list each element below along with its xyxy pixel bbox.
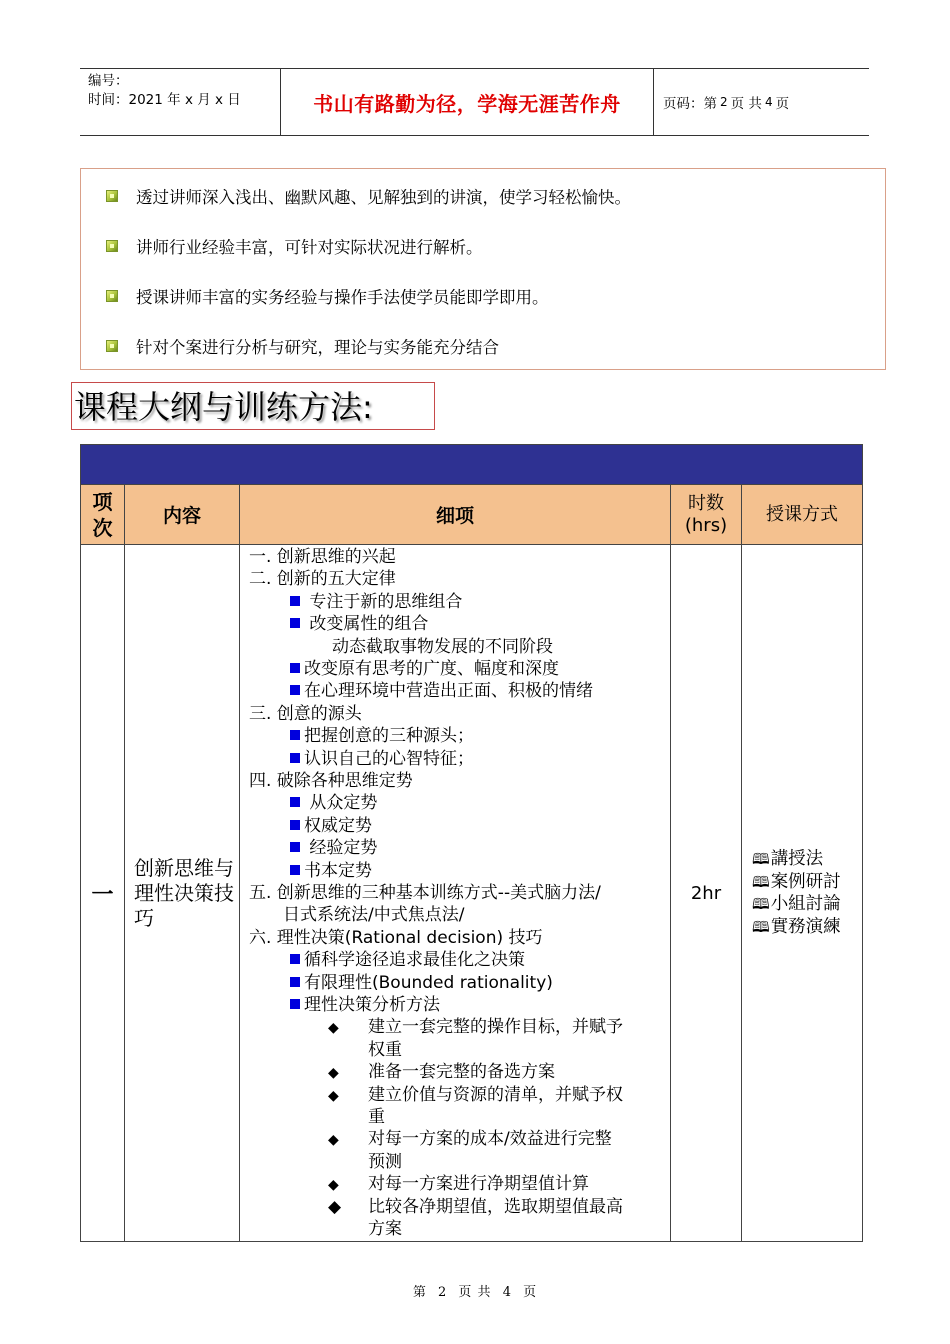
feature-item: [106, 234, 483, 258]
detail-line: 重: [368, 1107, 385, 1127]
detail-line: 日式系统法/中式焦点法/: [283, 905, 465, 926]
open-book-icon: 🕮: [752, 850, 770, 868]
footer-current: 2: [438, 1285, 448, 1300]
footer-total: 4: [502, 1285, 512, 1300]
footer-mid: 页 共: [458, 1285, 492, 1300]
detail-line: 改变原有思考的广度、幅度和深度: [290, 658, 559, 680]
header-detail: 细项: [240, 485, 671, 545]
page-footer: [0, 1281, 950, 1300]
blue-square-icon: [290, 954, 300, 964]
header-page-number: [655, 69, 869, 135]
feature-item: [106, 334, 499, 358]
blue-square-icon: [290, 977, 300, 987]
feature-text: 透过讲师深入浅出、幽默风趣、见解独到的讲演，使学习轻松愉快。: [136, 188, 631, 207]
blue-square-icon: [290, 618, 300, 628]
detail-line: ◆ 对每一方案进行净期望值计算: [328, 1173, 589, 1195]
detail-line: 二. 创新的五大定律: [249, 569, 396, 590]
blue-square-icon: [290, 685, 300, 695]
method-item: 🕮小組討論: [752, 894, 841, 914]
detail-line: 四. 破除各种思维定势: [249, 771, 413, 791]
header-meta: [80, 69, 281, 135]
detail-line: 权威定势: [290, 815, 372, 837]
detail-line: 三. 创意的源头: [249, 703, 362, 724]
detail-line: 权重: [368, 1039, 402, 1060]
detail-line: 方案: [368, 1219, 402, 1239]
detail-line: ◆ 准备一套完整的备选方案: [328, 1061, 555, 1083]
detail-line: 动态截取事物发展的不同阶段: [332, 636, 553, 657]
blue-square-icon: [290, 753, 300, 763]
footer-prefix: 第: [412, 1285, 427, 1300]
detail-line: 改变属性的组合: [290, 613, 428, 635]
bullet-square-icon: [106, 290, 118, 302]
feature-text: 讲师行业经验丰富，可针对实际状况进行解析。: [136, 238, 483, 257]
detail-line: 预测: [368, 1151, 402, 1172]
detail-line: 有限理性(Bounded rationality): [290, 972, 553, 994]
page-total: 4: [764, 95, 773, 109]
footer-suffix: 页: [523, 1285, 538, 1300]
table-title-band: [81, 445, 862, 485]
code-label: 编号：: [88, 73, 129, 89]
blue-square-icon: [290, 842, 300, 852]
detail-line: 专注于新的思维组合: [290, 591, 462, 613]
open-book-icon: 🕮: [752, 917, 770, 936]
diamond-bullet-icon: ◆: [328, 1020, 339, 1037]
feature-item: [106, 284, 549, 308]
detail-line: 经验定势: [290, 837, 377, 859]
blue-square-icon: [290, 820, 300, 830]
header-hours: 时数(hrs): [671, 485, 742, 545]
blue-square-icon: [290, 663, 300, 673]
blue-square-icon: [290, 596, 300, 606]
features-box: [80, 168, 886, 370]
detail-line: 认识自己的心智特征；: [290, 748, 474, 770]
row-hours: 2hr: [671, 545, 742, 1241]
diamond-bullet-icon: ◆: [328, 1065, 339, 1082]
page-current: 2: [720, 95, 728, 109]
diamond-bullet-icon: ◆: [328, 1132, 339, 1149]
detail-line: ◆ 对每一方案的成本/效益进行完整: [328, 1128, 612, 1150]
header-slogan: 书山有路勤为径，学海无涯苦作舟: [281, 69, 654, 135]
method-item: 🕮實務演練: [752, 916, 841, 937]
feature-item: [106, 184, 631, 208]
diamond-bullet-icon: ◆: [328, 1087, 339, 1104]
feature-text: 授课讲师丰富的实务经验与操作手法使学员能即学即用。: [136, 288, 549, 307]
row-methods: [742, 545, 862, 1241]
detail-line: 在心理环境中营造出正面、积极的情绪: [290, 680, 593, 702]
blue-square-icon: [290, 797, 300, 807]
detail-line: ◆ 建立一套完整的操作目标，并赋予: [328, 1016, 623, 1038]
detail-line: 把握创意的三种源头；: [290, 725, 474, 747]
diamond-bullet-icon: ◆: [328, 1196, 342, 1217]
detail-line: 书本定势: [290, 860, 372, 882]
page-mid: 页 共: [730, 96, 762, 112]
header-content: 内容: [125, 485, 240, 545]
open-book-icon: 🕮: [752, 872, 770, 891]
bullet-square-icon: [106, 240, 118, 252]
blue-square-icon: [290, 730, 300, 740]
blue-square-icon: [290, 999, 300, 1009]
header-item: 项次: [81, 485, 125, 545]
page-prefix: 页码：第: [663, 96, 717, 112]
course-outline-table: [80, 444, 863, 1242]
header-method: 授课方式: [742, 485, 862, 545]
diamond-bullet-icon: ◆: [328, 1177, 339, 1194]
detail-line: 五. 创新思维的三种基本训练方式--美式脑力法/: [249, 883, 601, 903]
page-header: [80, 68, 869, 136]
date-label: 时间：2021 年 x 月 x 日: [88, 92, 241, 108]
section-title: 课程大纲与训练方法:: [71, 382, 435, 430]
detail-line: 理性决策分析方法: [290, 994, 440, 1016]
bullet-square-icon: [106, 190, 118, 202]
blue-square-icon: [290, 865, 300, 875]
detail-line: ◆ 比较各净期望值，选取期望值最高: [328, 1196, 623, 1218]
detail-line: 六. 理性决策(Rational decision) 技巧: [249, 927, 543, 948]
row-details: [240, 545, 671, 1241]
detail-line: 从众定势: [290, 792, 377, 814]
row-content: 创新思维与理性决策技巧: [125, 545, 240, 1241]
feature-text: 针对个案进行分析与研究，理论与实务能充分结合: [136, 338, 499, 357]
method-item: 🕮案例研討: [752, 871, 841, 892]
open-book-icon: 🕮: [752, 895, 770, 913]
bullet-square-icon: [106, 340, 118, 352]
detail-line: 循科学途径追求最佳化之决策: [290, 949, 525, 971]
detail-line: 一. 创新思维的兴起: [249, 547, 396, 567]
detail-line: ◆ 建立价值与资源的清单，并赋予权: [328, 1084, 623, 1106]
row-item: 一: [81, 545, 125, 1241]
page-suffix: 页: [775, 96, 790, 112]
method-item: 🕮講授法: [752, 849, 824, 869]
